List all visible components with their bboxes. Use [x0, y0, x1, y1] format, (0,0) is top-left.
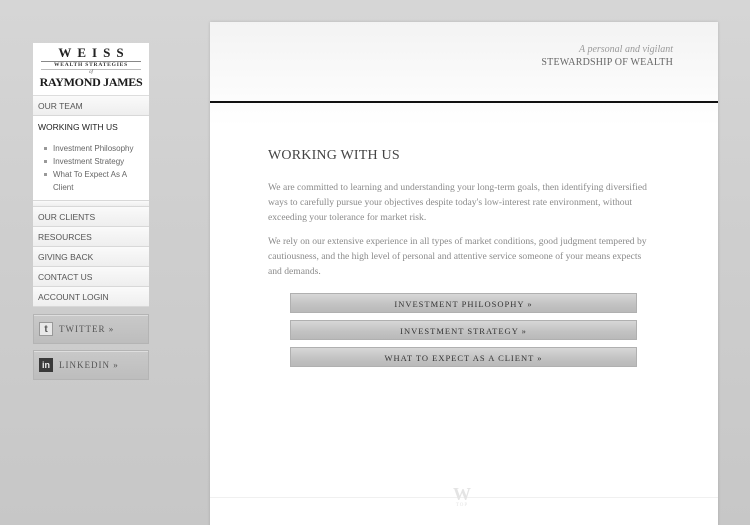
linkedin-button[interactable]	[33, 350, 149, 380]
section-buttons	[290, 293, 637, 374]
sidebar-nav	[33, 96, 149, 307]
twitter-button[interactable]	[33, 314, 149, 344]
sidebar	[33, 43, 149, 380]
twitter-icon: t	[39, 322, 53, 336]
twitter-label: TWITTER »	[59, 324, 115, 334]
header-divider	[210, 101, 718, 103]
page-title: WORKING WITH US	[268, 148, 400, 163]
tagline-caps: STEWARDSHIP OF WEALTH	[541, 57, 673, 68]
intro-paragraph-1: We are committed to learning and understanding your long-term goals, then identifying diversified ways to carefully pursue your objectives despite today's low-interest rate environment, without exceeding your tolerance for market risk.	[268, 182, 647, 223]
intro-paragraph-2: We rely on our extensive experience in all types of market conditions, good judgment tempered by cautiousness, and the high level of personal and attentive service someone of your means expects and demands.	[268, 236, 647, 277]
sidebar-item-contact-us[interactable]: CONTACT US	[33, 267, 149, 287]
sidebar-item-working-with-us[interactable]: WORKING WITH US	[33, 116, 149, 138]
tagline	[541, 44, 673, 69]
back-to-top-button[interactable]	[448, 485, 476, 509]
weiss-logo[interactable]	[33, 43, 149, 96]
subnav-item-investment-philosophy[interactable]: Investment Philosophy	[40, 142, 149, 155]
w-logo-icon: W	[453, 484, 471, 504]
investment-strategy-button[interactable]: INVESTMENT STRATEGY »	[290, 320, 637, 340]
investment-philosophy-button[interactable]: INVESTMENT PHILOSOPHY »	[290, 293, 637, 313]
logo-raymond-james: RAYMOND JAMES	[39, 75, 143, 89]
subnav-item-what-to-expect[interactable]: What To Expect As A Client	[40, 168, 128, 194]
top-label: TOP	[455, 503, 469, 508]
sidebar-item-resources[interactable]: RESOURCES	[33, 227, 149, 247]
sidebar-item-account-login[interactable]: ACCOUNT LOGIN	[33, 287, 149, 307]
content-panel	[210, 22, 718, 525]
sidebar-item-our-clients[interactable]: OUR CLIENTS	[33, 207, 149, 227]
logo-weiss: WEISS	[58, 45, 130, 60]
sidebar-item-giving-back[interactable]: GIVING BACK	[33, 247, 149, 267]
subnav-item-investment-strategy[interactable]: Investment Strategy	[40, 155, 149, 168]
logo-of: of	[89, 70, 93, 75]
main-content	[268, 148, 648, 288]
what-to-expect-button[interactable]: WHAT TO EXPECT AS A CLIENT »	[290, 347, 637, 367]
logo-wealth-strategies: WEALTH STRATEGIES	[41, 61, 141, 70]
linkedin-icon: in	[39, 358, 53, 372]
linkedin-label: LINKEDIN »	[59, 360, 119, 370]
sidebar-item-our-team[interactable]: OUR TEAM	[33, 96, 149, 116]
tagline-italic: A personal and vigilant	[579, 44, 673, 55]
sidebar-subnav	[33, 138, 149, 201]
